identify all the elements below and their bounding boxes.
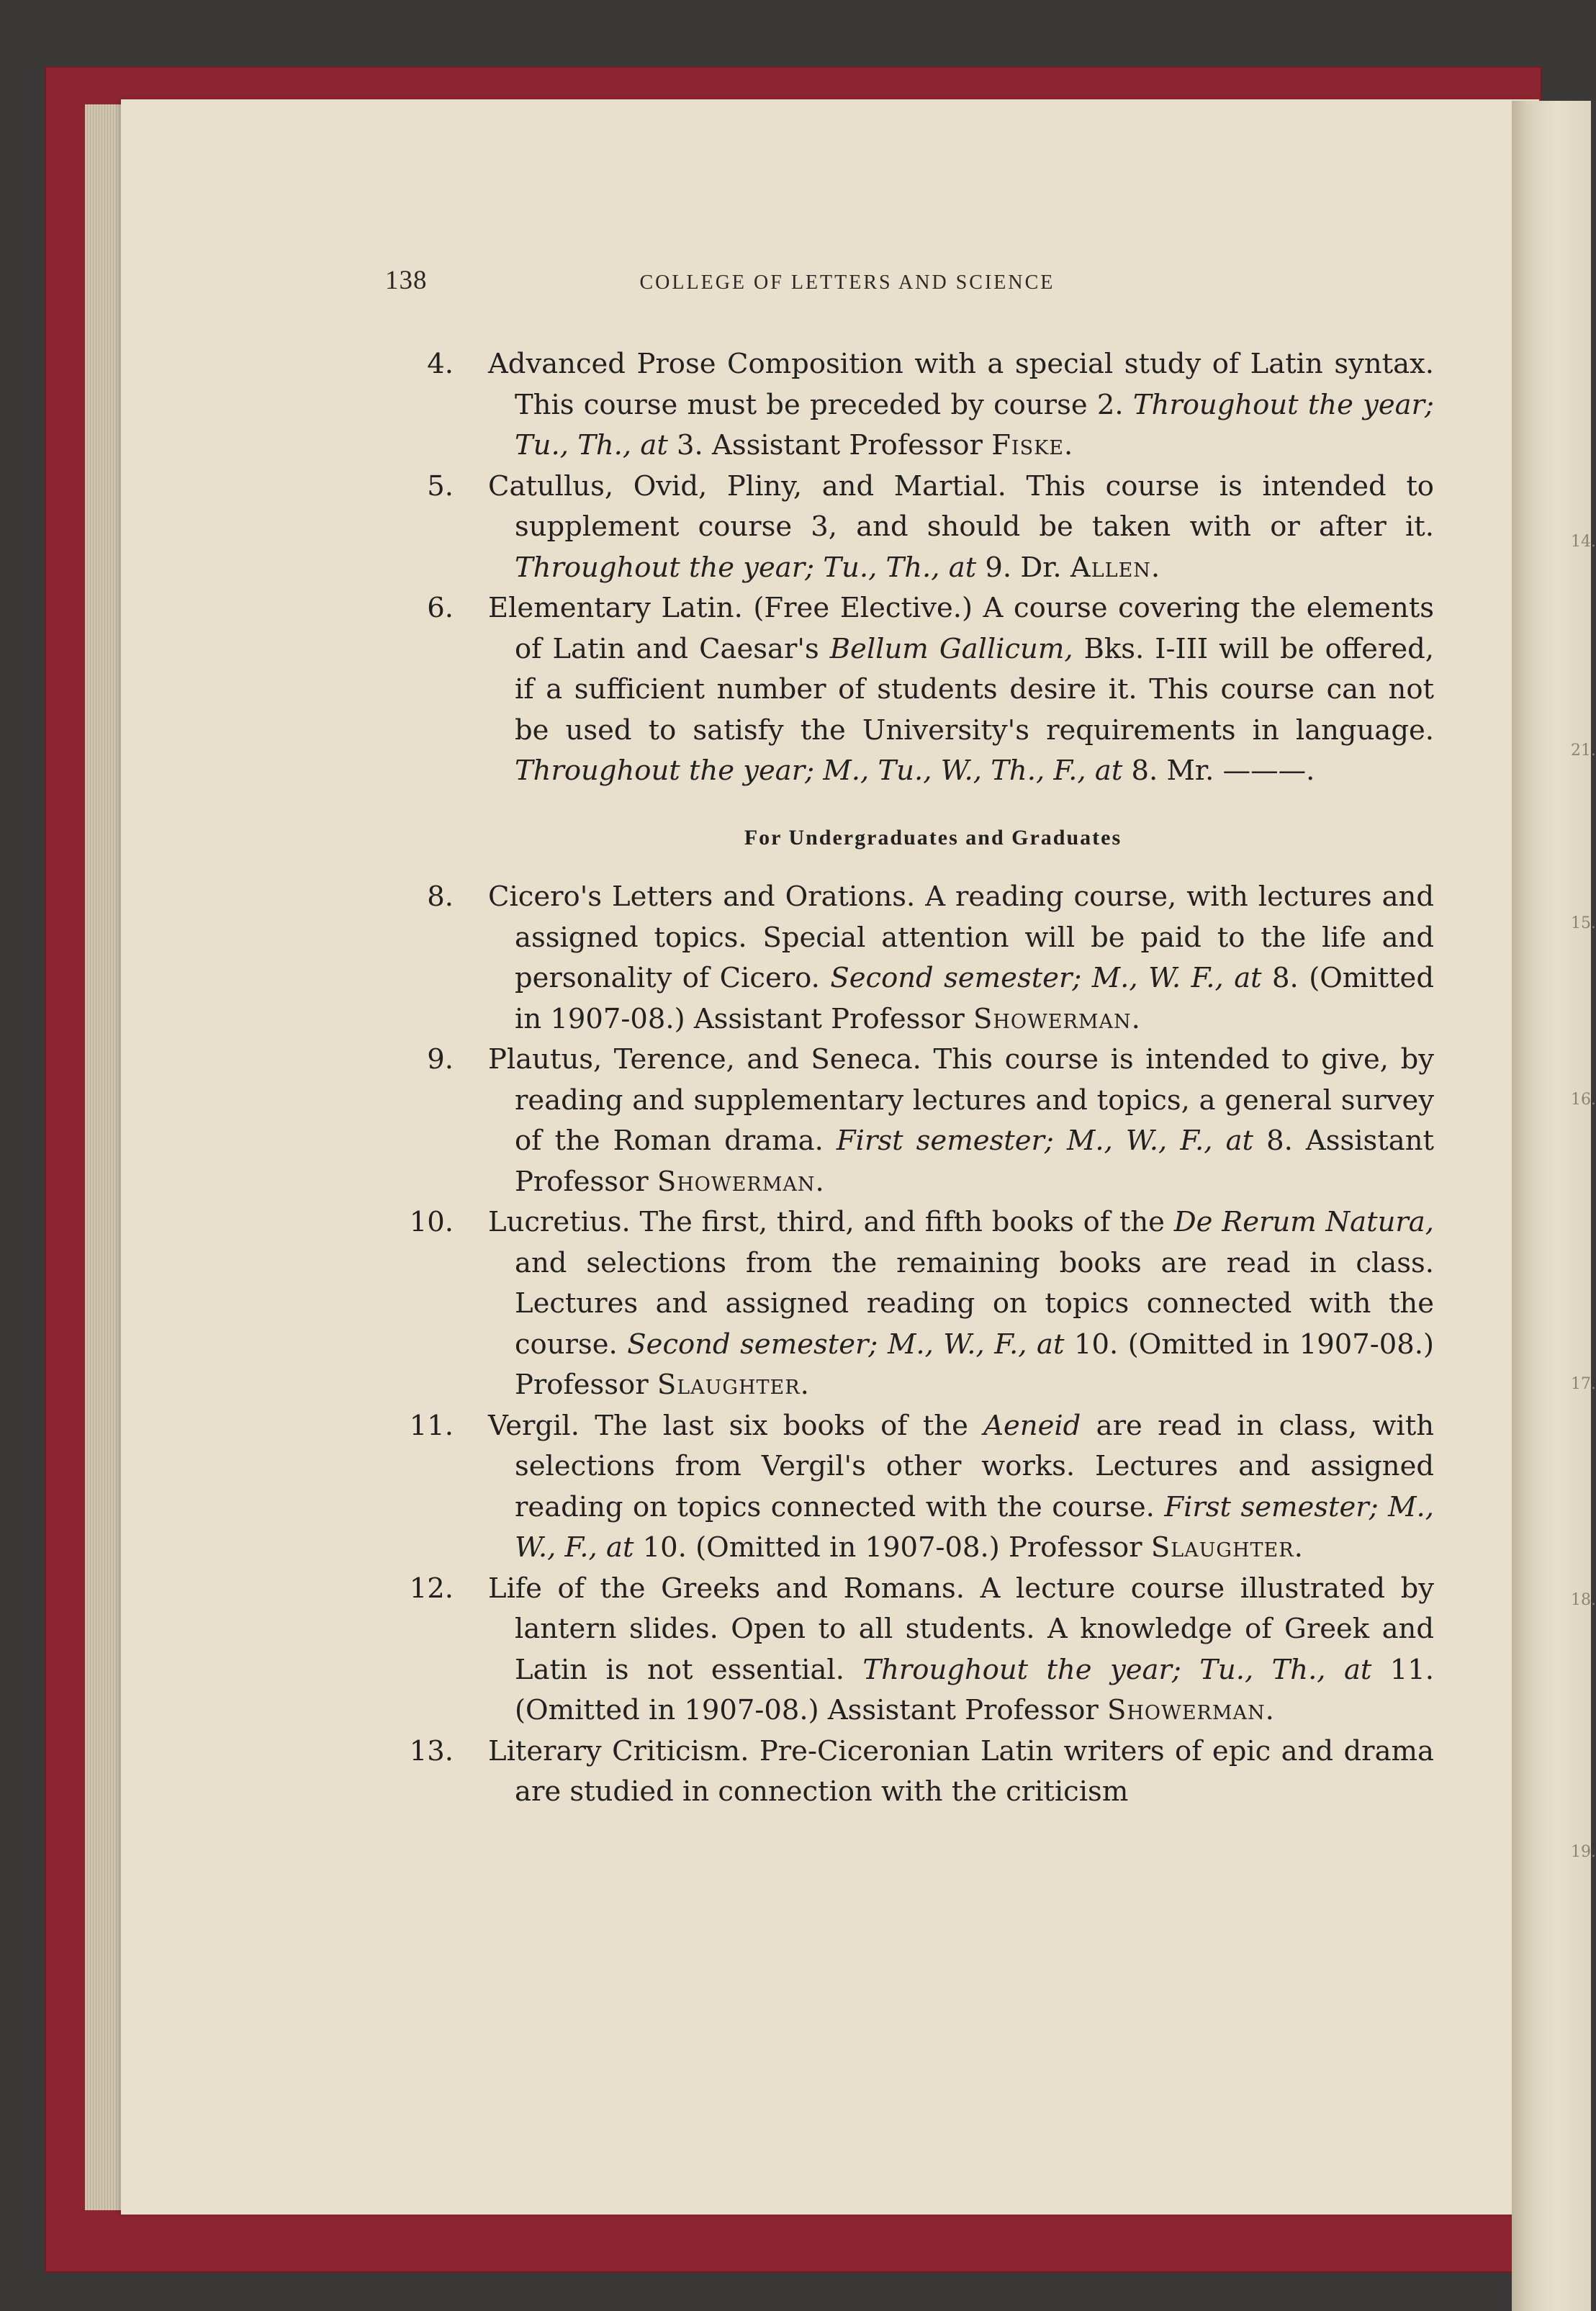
- running-title: COLLEGE OF LETTERS AND SCIENCE: [639, 271, 1055, 294]
- course-item: [403, 1569, 1434, 1731]
- course-schedule: De Rerum Natura,: [1173, 1206, 1434, 1238]
- course-item: [403, 588, 1434, 792]
- course-description: [488, 467, 1434, 589]
- course-schedule: Throughout the year; Tu., Th., at: [862, 1653, 1372, 1686]
- page-number: 138: [385, 266, 428, 295]
- course-text: 8. Mr. ———.: [1122, 754, 1315, 787]
- instructor-name: Slaughter: [657, 1369, 801, 1401]
- course-list-top: [403, 344, 1434, 792]
- course-number: 10.: [409, 1206, 454, 1238]
- course-text: and selections from the remaining books are read in class. Lectures and assigned reading on topics connected with the course.: [515, 1246, 1434, 1361]
- course-item: [403, 1202, 1434, 1406]
- course-text: Plautus, Terence, and Seneca. This course is intended to give, by reading and supplementary lectures and topics, a general survey of the Roman drama.: [488, 1043, 1434, 1157]
- section-heading: For Undergraduates and Graduates: [744, 825, 1122, 850]
- instructor-name: Allen: [1070, 551, 1151, 584]
- course-schedule: Second semester; M., W., F., at: [627, 1328, 1065, 1361]
- course-description: [488, 344, 1434, 467]
- course-text: 9. Dr.: [976, 551, 1070, 584]
- instructor-name: Slaughter: [1150, 1531, 1294, 1564]
- course-listing: [403, 344, 1434, 1813]
- course-schedule: Throughout the year; Tu., Th., at: [515, 551, 977, 584]
- course-description: [488, 588, 1434, 792]
- instructor-name: Showerman: [1107, 1694, 1266, 1726]
- instructor-name: Showerman: [973, 1002, 1132, 1035]
- course-number: 9.: [427, 1043, 454, 1076]
- course-number: 5.: [427, 469, 454, 503]
- margin-number: 15.: [1571, 914, 1596, 932]
- course-text: .: [800, 1369, 809, 1401]
- course-number: 12.: [409, 1572, 454, 1605]
- course-item: [403, 1040, 1434, 1202]
- running-head: [385, 265, 1235, 296]
- course-text: Life of the Greeks and Romans. A lecture course illustrated by lantern slides. Open to all students. A knowledge of Greek and Latin is not essential.: [488, 1572, 1434, 1686]
- course-description: [488, 877, 1434, 1040]
- course-number: 8.: [427, 880, 454, 913]
- course-text: .: [1294, 1531, 1303, 1564]
- course-schedule: Aeneid: [983, 1409, 1081, 1442]
- course-description: [488, 1731, 1434, 1813]
- course-item: [403, 877, 1434, 1040]
- course-text: .: [1150, 551, 1160, 584]
- course-text: Literary Criticism. Pre-Ciceronian Latin writers of epic and drama are studied in connection with the criticism: [488, 1734, 1434, 1808]
- course-schedule: Throughout the year; M., Tu., W., Th., F., at: [515, 754, 1123, 787]
- instructor-name: Showerman: [657, 1165, 816, 1198]
- course-text: .: [1063, 429, 1073, 461]
- course-description: [488, 1202, 1434, 1406]
- margin-number: 21.: [1571, 742, 1596, 760]
- course-text: Elementary Latin. (Free Elective.) A course covering the elements of Latin and Caesar's: [488, 592, 1434, 665]
- facing-page-edge: [1512, 101, 1591, 2311]
- course-text: Cicero's Letters and Orations. A reading course, with lectures and assigned topics. Special attention will be paid to the life and personality of Cicero.: [488, 880, 1434, 994]
- course-item: [403, 467, 1434, 589]
- margin-number: 14.: [1571, 533, 1596, 551]
- course-item: [403, 1731, 1434, 1813]
- margin-number: 18.: [1571, 1591, 1596, 1609]
- course-text: .: [1265, 1694, 1274, 1726]
- course-description: [488, 1040, 1434, 1202]
- course-text: Catullus, Ovid, Pliny, and Martial. This course is intended to supplement course 3, and should be taken with or after it.: [488, 469, 1434, 543]
- course-number: 4.: [427, 348, 454, 380]
- course-text: 10. (Omitted in 1907-08.) Professor: [515, 1328, 1434, 1401]
- course-text: 11. (Omitted in 1907-08.) Assistant Professor: [515, 1653, 1435, 1726]
- course-description: [488, 1406, 1434, 1569]
- course-text: Vergil. The last six books of the: [488, 1409, 984, 1442]
- course-schedule: Second semester; M., W. F., at: [830, 962, 1262, 994]
- margin-number: 17.: [1571, 1375, 1596, 1393]
- course-text: 8. (Omitted in 1907-08.) Assistant Professor: [515, 962, 1434, 1035]
- course-item: [403, 1406, 1434, 1569]
- course-schedule: Bellum Gallicum,: [829, 632, 1073, 665]
- course-number: 11.: [409, 1409, 454, 1442]
- course-list-bottom: [403, 877, 1434, 1813]
- course-description: [488, 1569, 1434, 1731]
- course-text: Bks. I-III will be offered, if a sufficient number of students desire it. This course can not be used to satisfy the University's requirements in language.: [515, 632, 1434, 747]
- course-item: [403, 344, 1434, 467]
- margin-number: 19.: [1571, 1843, 1596, 1861]
- course-schedule: First semester; M., W., F., at: [515, 1490, 1434, 1564]
- course-text: 3. Assistant Professor: [667, 429, 992, 461]
- margin-number: 16.: [1571, 1091, 1596, 1109]
- course-text: 8. Assistant Professor: [515, 1125, 1435, 1198]
- course-text: Advanced Prose Composition with a special study of Latin syntax. This course must be preceded by course 2.: [488, 348, 1434, 421]
- course-number: 13.: [409, 1734, 454, 1767]
- course-text: .: [815, 1165, 824, 1198]
- course-text: are read in class, with selections from Vergil's other works. Lectures and assigned reading on topics connected with the course.: [515, 1409, 1434, 1523]
- course-text: Lucretius. The first, third, and fifth books of the: [488, 1206, 1174, 1238]
- course-text: .: [1131, 1002, 1140, 1035]
- course-schedule: Throughout the year; Tu., Th., at: [515, 388, 1434, 461]
- course-text: 10. (Omitted in 1907-08.) Professor: [634, 1531, 1151, 1564]
- instructor-name: Fiske: [991, 429, 1064, 461]
- course-number: 6.: [427, 592, 454, 624]
- course-schedule: First semester; M., W., F., at: [836, 1125, 1254, 1157]
